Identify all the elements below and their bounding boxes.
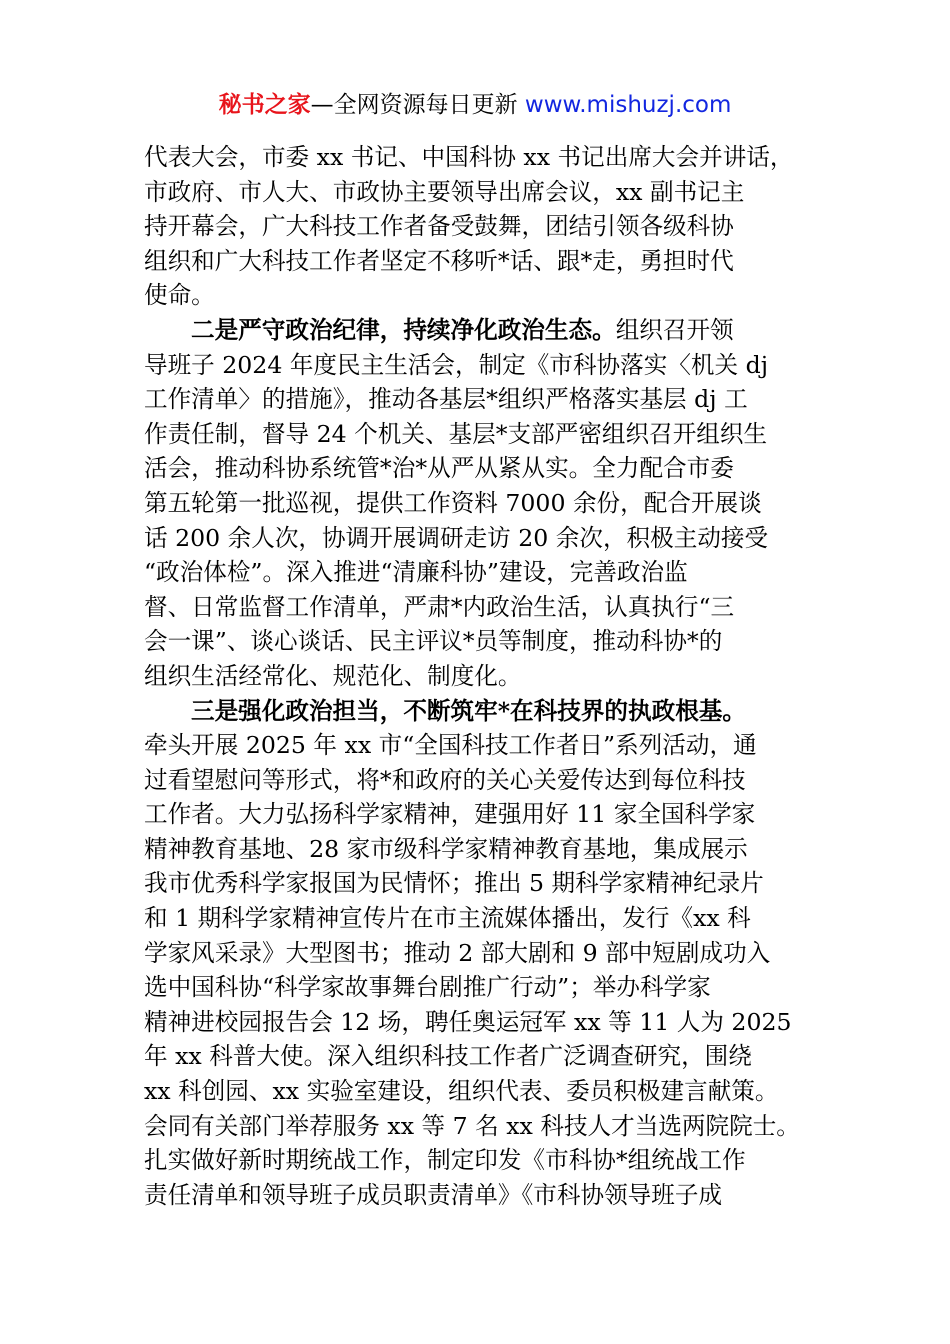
text-line: 精神教育基地、28 家市级科学家精神教育基地，集成展示 (144, 834, 748, 863)
text-line: 市政府、市人大、市政协主要领导出席会议，xx 副书记主 (144, 177, 745, 206)
text-line: 牵头开展 2025 年 xx 市“全国科技工作者日”系列活动，通 (144, 731, 757, 760)
text-line: 会同有关部门举荐服务 xx 等 7 名 xx 科技人才当选两院院士。 (144, 1111, 800, 1140)
text-line: 持开幕会，广大科技工作者备受鼓舞，团结引领各级科协 (144, 212, 734, 241)
text-line: 代表大会，市委 xx 书记、中国科协 xx 书记出席大会并讲话， (144, 143, 794, 171)
text-line: 责任清单和领导班子成员职责清单》《市科协领导班子成 (144, 1180, 723, 1209)
text-line: 学家风采录》大型图书；推动 2 部大剧和 9 部中短剧成功入 (144, 938, 771, 967)
text-line: 工作者。大力弘扬科学家精神，建强用好 11 家全国科学家 (144, 800, 756, 829)
text-line: 年 xx 科普大使。深入组织科技工作者广泛调查研究，围绕 (144, 1042, 752, 1071)
text-line: 我市优秀科学家报国为民情怀；推出 5 期科学家精神纪录片 (144, 869, 764, 898)
text-line: 过看望慰问等形式，将*和政府的关心关爱传达到每位科技 (144, 765, 746, 794)
text-run: 组织召开领 (615, 315, 734, 344)
section-heading: 二是严守政治纪律，持续净化政治生态。 (191, 315, 616, 344)
text-line: xx 科创园、xx 实验室建设，组织代表、委员积极建言献策。 (144, 1077, 779, 1106)
page-header (0, 88, 950, 122)
text-line: 使命。 (144, 281, 215, 310)
text-line: 活会，推动科协系统管*治*从严从紧从实。全力配合市委 (144, 454, 734, 483)
text-line: 会一课”、谈心谈话、民主评议*员等制度，推动科协*的 (144, 627, 723, 656)
text-line: 工作清单〉的措施》，推动各基层*组织严格落实基层 dj 工 (144, 385, 748, 414)
section-heading: 三是强化政治担当，不断筑牢*在科技界的执政根基。 (191, 696, 746, 725)
text-line: 作责任制，督导 24 个机关、基层*支部严密组织召开组织生 (144, 419, 768, 448)
text-line: 组织生活经常化、规范化、制度化。 (144, 661, 522, 690)
text-line: “政治体检”。深入推进“清廉科协”建设，完善政治监 (144, 558, 688, 587)
text-line: 精神进校园报告会 12 场，聘任奥运冠军 xx 等 11 人为 2025 (144, 1007, 792, 1036)
text-line: 第五轮第一批巡视，提供工作资料 7000 余份，配合开展谈 (144, 488, 762, 517)
document-body (144, 140, 812, 1212)
text-line: 扎实做好新时期统战工作，制定印发《市科协*组统战工作 (144, 1146, 746, 1175)
site-slogan: —全网资源每日更新 (310, 92, 525, 118)
text-line: 话 200 余人次，协调开展调研走访 20 余次，积极主动接受 (144, 523, 769, 552)
site-url-link[interactable]: www.mishuzj.com (524, 92, 732, 118)
text-line: 和 1 期科学家精神宣传片在市主流媒体播出，发行《xx 科 (144, 904, 751, 933)
text-line: 导班子 2024 年度民主生活会，制定《市科协落实〈机关 dj (144, 350, 769, 379)
site-brand: 秘书之家 (218, 92, 311, 118)
text-line: 选中国科协“科学家故事舞台剧推广行动”；举办科学家 (144, 973, 711, 1002)
paragraph-first-line (144, 313, 812, 348)
text-line: 督、日常监督工作清单，严肃*内政治生活，认真执行“三 (144, 592, 735, 621)
text-line: 组织和广大科技工作者坚定不移听*话、跟*走，勇担时代 (144, 246, 734, 275)
